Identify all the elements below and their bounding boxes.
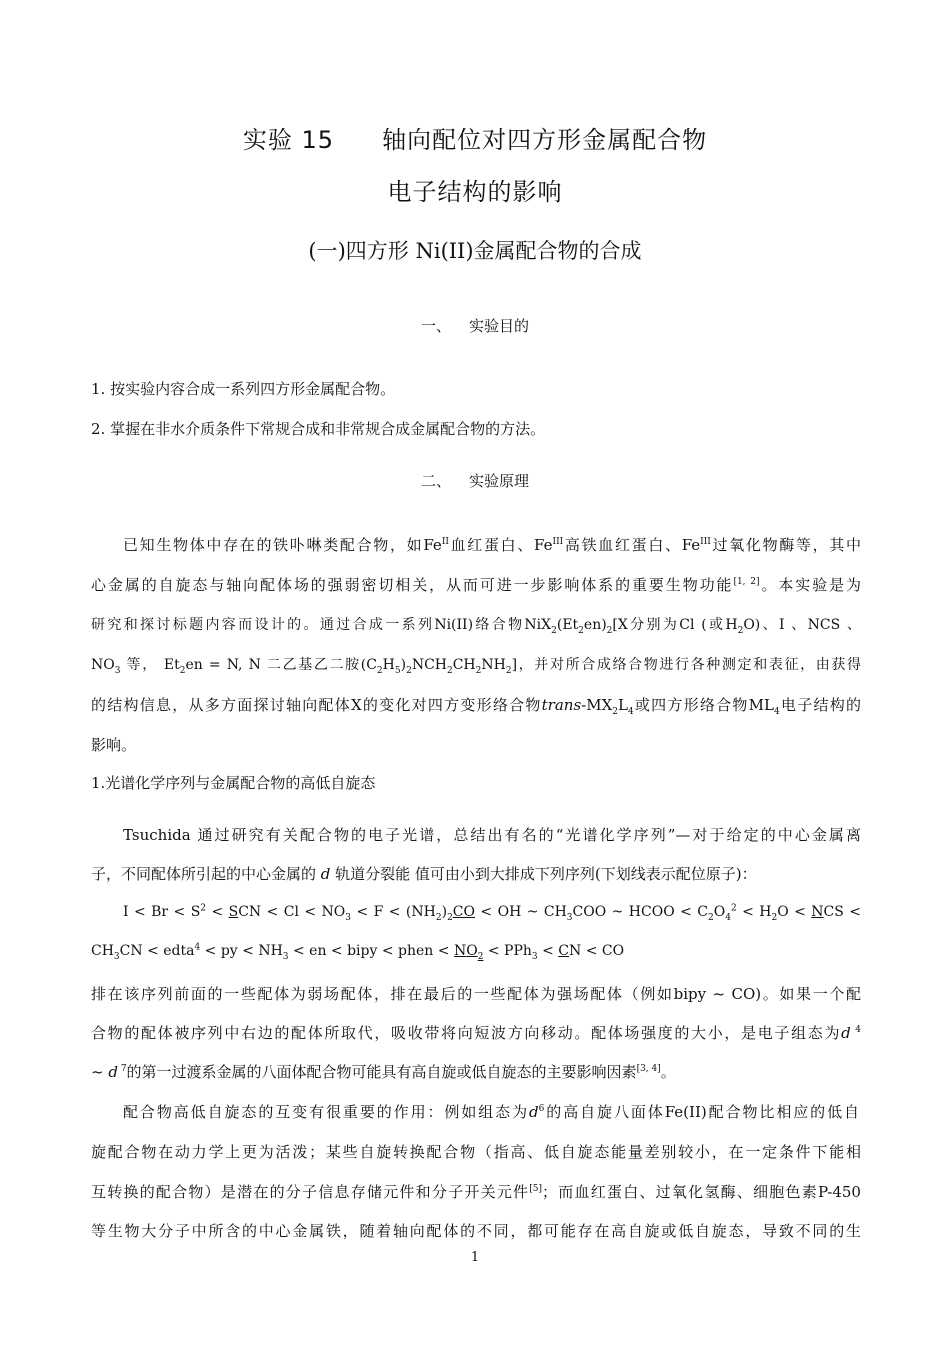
paragraph-line: 合物的配体被序列中右边的配体所取代，吸收带将向短波方向移动。配体场强度的大小，是电子组态为d $^4$	[91, 1024, 861, 1042]
section-heading-aims: 一、 实验目的	[420, 317, 530, 335]
paragraph-line: 配合物高低自旋态的互变有很重要的作用：例如组态为$d^6$的高自旋八面体Fe(II)配合物比相应的低自	[123, 1103, 859, 1121]
experiment-title-line2: 电子结构的影响	[387, 178, 563, 206]
subsection-heading: 1.光谱化学序列与金属配合物的高低自旋态	[91, 774, 376, 792]
paragraph-line: 已知生物体中存在的铁卟啉类配合物，如$Fe^{II}$血红蛋白、$Fe^{III}$高铁血红蛋白、$Fe^{III}$过氧化物酶等，其中	[123, 536, 861, 554]
experiment-number: 实验 15	[242, 126, 335, 154]
experiment-title	[0, 120, 950, 155]
paragraph-line: 影响。	[91, 736, 137, 754]
paragraph-line: $NO_3$ 等， $Et_2en = N$, N 二乙基乙二胺$(C_2H_5)_2NCH_2CH_2NH_2$]，并对所合成络合物进行各种测定和表征，由获得	[91, 657, 862, 676]
spectrochemical-series-row: $I < Br < S^2$ < SCN < $Cl < NO_3 < F < (NH_2)_2CO$ < OH ~ $CH_3COO$ ~ HCOO < $C_2O_4^2 < H_2O$ < NCS <	[123, 903, 862, 923]
page-number: 1	[470, 1250, 480, 1265]
paragraph-line: 研究和探讨标题内容而设计的。通过合成一系列Ni(II)络合物$NiX_2(Et_2en)_2[X$分别为Cl (或$H_2O$)、I 、NCS 、	[91, 617, 861, 636]
title-main: 轴向配位对四方形金属配合物	[382, 126, 708, 154]
spectrochemical-series-row: $CH_3CN$ < edta$^4$ < py < $NH_3$ < en < bipy < phen < $NO_2 < PPh_3$ < CN < CO	[91, 942, 625, 962]
section-heading-principle: 二、 实验原理	[420, 472, 530, 490]
paragraph-line: 的结构信息，从多方面探讨轴向配体X的变化对四方变形络合物trans-$MX_2L_4$或四方形络合物$ML_4$电子结构的	[91, 696, 861, 717]
aim-item: 2. 掌握在非水介质条件下常规合成和非常规合成金属配合物的方法。	[91, 420, 546, 438]
paragraph-line: ~ d $^7$的第一过渡系金属的八面体配合物可能具有高自旋或低自旋态的主要影响因素[3, 4]。	[91, 1063, 676, 1081]
paragraph-line: 互转换的配合物）是潜在的分子信息存储元件和分子开关元件[5]；而血红蛋白、过氧化氢酶、细胞色素P-450	[91, 1183, 861, 1201]
paragraph-line: Tsuchida 通过研究有关配合物的电子光谱，总结出有名的“光谱化学序列”—对于给定的中心金属离	[123, 826, 861, 844]
subtitle: (一)四方形 Ni(II)金属配合物的合成	[308, 239, 642, 263]
paragraph-line: 旋配合物在动力学上更为活泼；某些自旋转换配合物（指高、低自旋态能量差别较小，在一定条件下能相	[91, 1143, 861, 1161]
paragraph-line: 等生物大分子中所含的中心金属铁，随着轴向配体的不同，都可能存在高自旋或低自旋态，导致不同的生	[91, 1222, 861, 1240]
aim-item: 1. 按实验内容合成一系列四方形金属配合物。	[91, 380, 396, 398]
paragraph-line: 子，不同配体所引起的中心金属的 d 轨道分裂能 值可由小到大排成下列序列(下划线表示配位原子)：	[91, 865, 757, 883]
paragraph-line: 排在该序列前面的一些配体为弱场配体，排在最后的一些配体为强场配体（例如bipy ~ CO)。如果一个配	[91, 985, 861, 1003]
paragraph-line: 心金属的自旋态与轴向配体场的强弱密切相关，从而可进一步影响体系的重要生物功能[1, 2]。本实验是为	[91, 576, 861, 594]
